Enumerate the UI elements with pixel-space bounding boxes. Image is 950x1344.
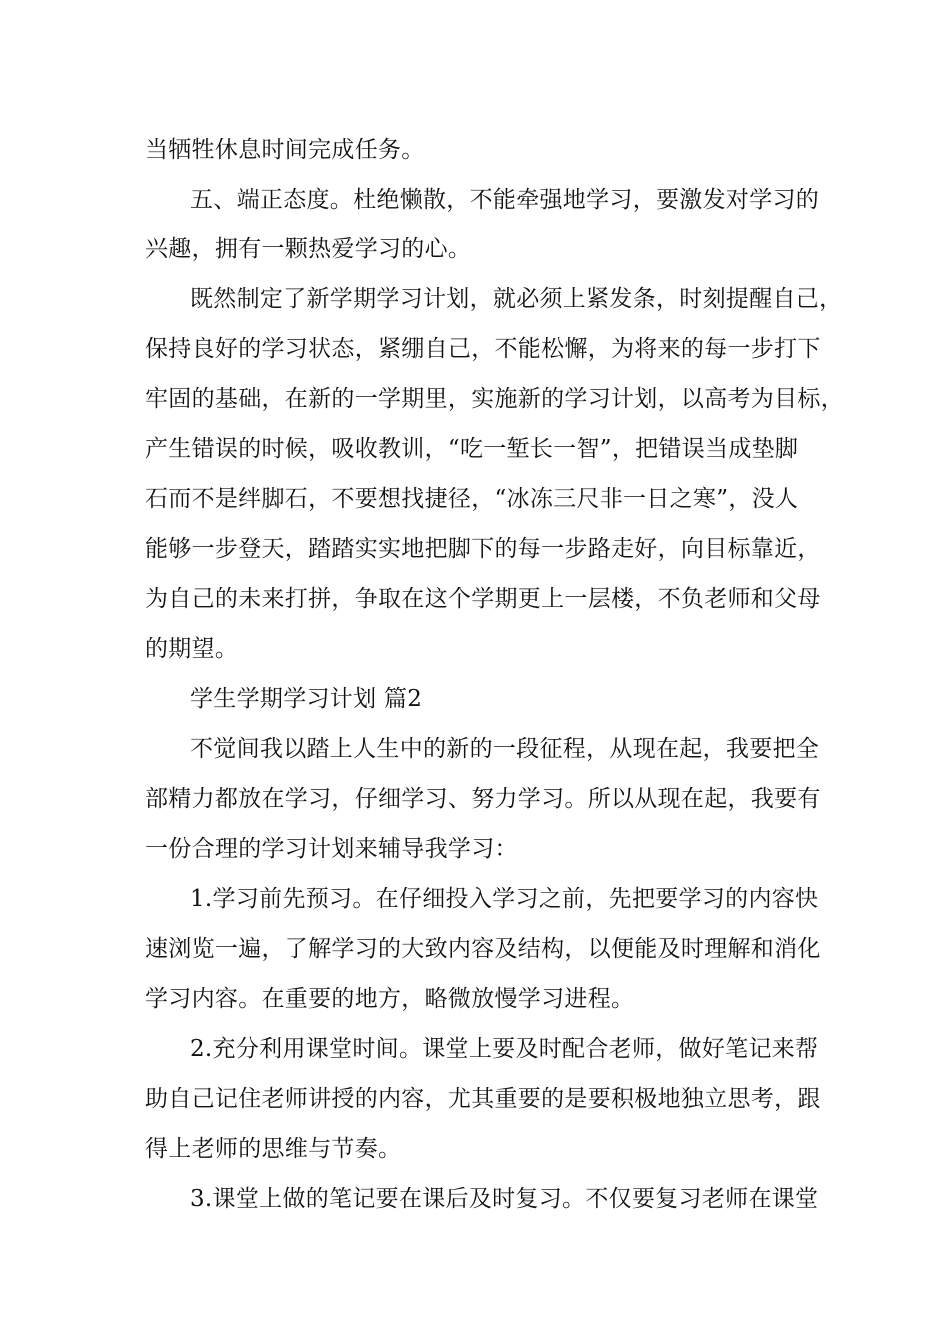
text-line: 保持良好的学习状态，紧绷自己，不能松懈，为将来的每一步打下 xyxy=(145,336,821,362)
text-line: 不觉间我以踏上人生中的新的一段征程，从现在起，我要把全 xyxy=(190,736,820,762)
text-line: 速浏览一遍，了解学习的大致内容及结构，以便能及时理解和消化 xyxy=(145,936,821,962)
text-line: 能够一步登天，踏踏实实地把脚下的每一步路走好，向目标靠近， xyxy=(145,536,821,562)
text-line: 学习内容。在重要的地方，略微放慢学习进程。 xyxy=(145,986,635,1012)
text-line: 2.充分利用课堂时间。课堂上要及时配合老师，做好笔记来帮 xyxy=(190,1036,819,1062)
text-line: 助自己记住老师讲授的内容，尤其重要的是要积极地独立思考，跟 xyxy=(145,1086,821,1112)
text-line: 得上老师的思维与节奏。 xyxy=(145,1136,402,1162)
text-line: 3.课堂上做的笔记要在课后及时复习。不仅要复习老师在课堂 xyxy=(190,1186,819,1212)
section-heading: 学生学期学习计划 篇2 xyxy=(190,686,423,712)
text-line: 五、端正态度。杜绝懒散，不能牵强地学习，要激发对学习的 xyxy=(190,187,820,213)
text-line: 部精力都放在学习，仔细学习、努力学习。所以从现在起，我要有 xyxy=(145,786,821,812)
text-line: 既然制定了新学期学习计划，就必须上紧发条，时刻提醒自己， xyxy=(190,286,843,312)
text-line: 1.学习前先预习。在仔细投入学习之前，先把要学习的内容快 xyxy=(190,886,819,912)
text-line: 牢固的基础，在新的一学期里，实施新的学习计划，以高考为目标， xyxy=(145,386,844,412)
text-line: 兴趣，拥有一颗热爱学习的心。 xyxy=(145,236,472,262)
text-line: 当牺牲休息时间完成任务。 xyxy=(145,137,425,163)
text-line: 的期望。 xyxy=(145,636,239,662)
text-line: 产生错误的时候，吸收教训，“吃一堑长一智”，把错误当成垫脚 xyxy=(145,436,799,462)
text-line: 石而不是绊脚石，不要想找捷径，“冰冻三尺非一日之寒”，没人 xyxy=(145,486,799,512)
text-line: 为自己的未来打拼，争取在这个学期更上一层楼，不负老师和父母 xyxy=(145,586,821,612)
text-line: 一份合理的学习计划来辅导我学习： xyxy=(145,836,518,862)
